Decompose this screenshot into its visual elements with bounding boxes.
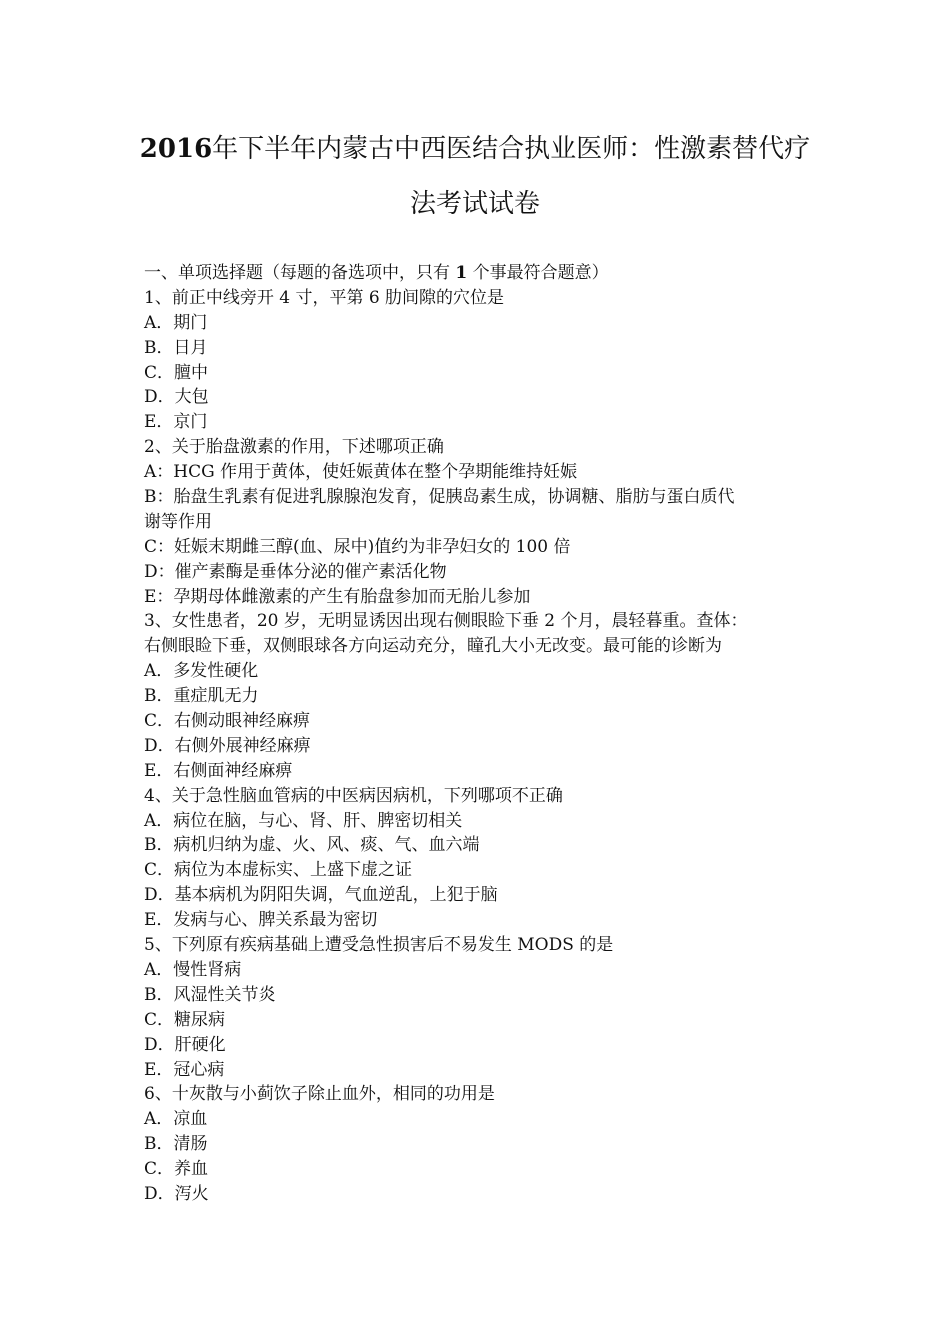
answer-option: E．冠心病 [144,1059,225,1080]
answer-option: C．右侧动眼神经麻痹 [144,711,311,732]
answer-option: 谢等作用 [144,511,212,532]
answer-option: D．泻火 [144,1183,209,1204]
answer-option: B．清肠 [144,1134,208,1155]
question-list [144,286,814,1207]
question-block [144,435,814,609]
answer-option: D．肝硬化 [144,1034,226,1055]
question-block [144,286,814,435]
question-block [144,933,814,1082]
answer-option: D．大包 [144,387,209,408]
question-stem: 1、前正中线旁开 4 寸，平第 6 肋间隙的穴位是 [144,287,505,308]
question-block [144,1082,814,1206]
answer-option: B．重症肌无力 [144,686,259,707]
question-stem: 4、关于急性脑血管病的中医病因病机，下列哪项不正确 [144,785,563,806]
question-stem: 3、女性患者，20 岁，无明显诱因出现右侧眼睑下垂 2 个月，晨轻暮重。查体： [144,611,748,632]
answer-option: C．养血 [144,1159,209,1180]
answer-option: E．发病与心、脾关系最为密切 [144,910,378,931]
section-heading [144,261,814,286]
answer-option: C．病位为本虚标实、上盛下虚之证 [144,860,413,881]
answer-option: E．京门 [144,412,208,433]
answer-option: C．膻中 [144,362,209,383]
section-heading-count: 1 [455,263,468,283]
section-heading-text: 一、单项选择题（每题的备选项中，只有 [144,263,456,283]
answer-option: D．右侧外展神经麻痹 [144,735,311,756]
answer-option: B．病机归纳为虚、火、风、痰、气、血六端 [144,835,480,856]
answer-option: C：妊娠末期雌三醇(血、尿中)值约为非孕妇女的 100 倍 [144,536,571,557]
answer-option: B：胎盘生乳素有促进乳腺腺泡发育，促胰岛素生成，协调糖、脂肪与蛋白质代 [144,487,735,508]
question-stem: 6、十灰散与小蓟饮子除止血外，相同的功用是 [144,1084,495,1105]
question-stem: 5、下列原有疾病基础上遭受急性损害后不易发生 MODS 的是 [144,935,614,956]
answer-option: B．日月 [144,337,208,358]
answer-option: A．凉血 [144,1109,208,1130]
answer-option: A．期门 [144,312,208,333]
answer-option: A．病位在脑，与心、肾、肝、脾密切相关 [144,810,463,831]
answer-option: D：催产素酶是垂体分泌的催产素活化物 [144,561,447,582]
title-year: 2016 [139,134,213,164]
question-block [144,609,814,783]
question-stem: 2、关于胎盘激素的作用，下述哪项正确 [144,437,444,458]
answer-option: A：HCG 作用于黄体，使妊娠黄体在整个孕期能维持妊娠 [144,462,578,483]
answer-option: E：孕期母体雌激素的产生有胎盘参加而无胎儿参加 [144,586,531,607]
question-stem: 右侧眼睑下垂，双侧眼球各方向运动充分，瞳孔大小无改变。最可能的诊断为 [144,636,722,657]
title-text: 年下半年内蒙古中西医结合执业医师：性激素替代疗 [212,134,811,164]
document-title-line-2: 法考试试卷 [409,189,540,219]
answer-option: A．慢性肾病 [144,959,242,980]
answer-option: E．右侧面神经麻痹 [144,760,293,781]
question-block [144,784,814,933]
answer-option: D．基本病机为阴阳失调，气血逆乱，上犯于脑 [144,885,498,906]
document-title-line-1 [0,132,950,166]
answer-option: A．多发性硬化 [144,661,259,682]
answer-option: C．糖尿病 [144,1009,226,1030]
section-heading-text-end: 个事最符合题意） [467,263,609,283]
answer-option: B．风湿性关节炎 [144,984,276,1005]
exam-body [144,261,814,1207]
